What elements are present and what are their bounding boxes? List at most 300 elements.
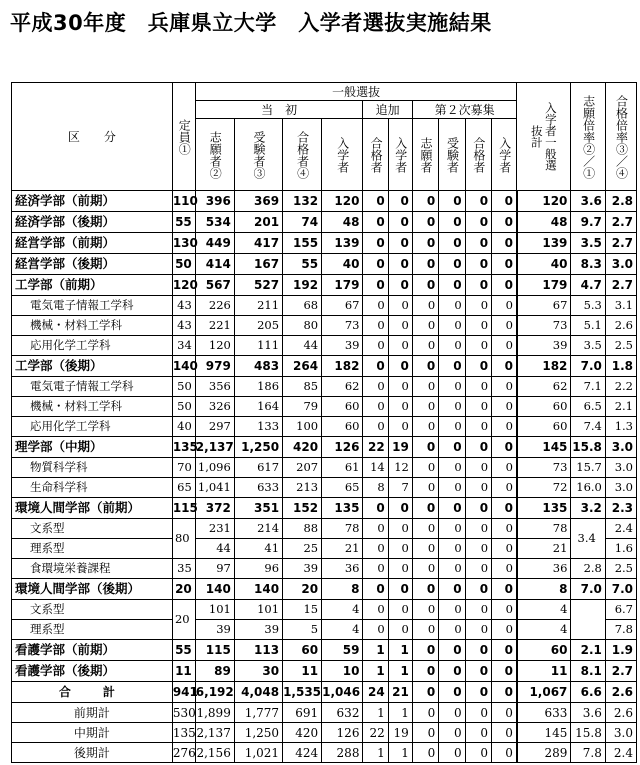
cell-g: 424 bbox=[283, 743, 322, 763]
cell-d2j: 0 bbox=[439, 356, 465, 377]
cell-g: 44 bbox=[283, 336, 322, 356]
cell-d2s: 0 bbox=[412, 212, 438, 233]
table-row bbox=[12, 212, 637, 233]
cell-j: 164 bbox=[234, 397, 282, 417]
cell-g: 55 bbox=[283, 254, 322, 275]
cell-tg: 0 bbox=[363, 579, 388, 600]
cell-s: 39 bbox=[195, 620, 234, 640]
cell-d2j: 0 bbox=[439, 296, 465, 316]
cell-d2s: 0 bbox=[412, 356, 438, 377]
cell-total: 139 bbox=[517, 233, 571, 254]
cell-gr: 3.0 bbox=[605, 254, 636, 275]
cell-d2j: 0 bbox=[439, 254, 465, 275]
header-tsuika-nyugaku: 入学者 bbox=[388, 119, 412, 191]
cell-d2n: 0 bbox=[492, 254, 517, 275]
cell-d2n: 0 bbox=[492, 212, 517, 233]
cell-d2j: 0 bbox=[439, 458, 465, 478]
cell-gr: 2.7 bbox=[605, 661, 636, 682]
cell-sr: 15.8 bbox=[571, 437, 605, 458]
cell-s: 449 bbox=[195, 233, 234, 254]
cell-n: 67 bbox=[322, 296, 363, 316]
cell-d2g: 0 bbox=[465, 682, 491, 703]
cell-tn: 0 bbox=[388, 316, 412, 336]
cell-j: 369 bbox=[234, 191, 282, 212]
cell-d2n: 0 bbox=[492, 600, 517, 620]
row-label: 理系型 bbox=[12, 539, 173, 559]
cell-d2g: 0 bbox=[465, 458, 491, 478]
cell-d2g: 0 bbox=[465, 191, 491, 212]
cell-teiin: 70 bbox=[172, 458, 195, 478]
cell-d2j: 0 bbox=[439, 539, 465, 559]
row-label: 食環境栄養課程 bbox=[12, 559, 173, 579]
table-row bbox=[12, 743, 637, 763]
cell-d2j: 0 bbox=[439, 620, 465, 640]
cell-s: 97 bbox=[195, 559, 234, 579]
cell-d2n: 0 bbox=[492, 682, 517, 703]
cell-sr: 15.8 bbox=[571, 723, 605, 743]
table-row bbox=[12, 620, 637, 640]
cell-teiin: 43 bbox=[172, 296, 195, 316]
cell-total: 4 bbox=[517, 600, 571, 620]
cell-d2s: 0 bbox=[412, 437, 438, 458]
cell-gr: 2.6 bbox=[605, 682, 636, 703]
cell-gr: 2.6 bbox=[605, 316, 636, 336]
cell-d2s: 0 bbox=[412, 539, 438, 559]
cell-g: 5 bbox=[283, 620, 322, 640]
cell-g: 79 bbox=[283, 397, 322, 417]
cell-d2g: 0 bbox=[465, 316, 491, 336]
cell-d2j: 0 bbox=[439, 212, 465, 233]
cell-n: 288 bbox=[322, 743, 363, 763]
cell-tn: 19 bbox=[388, 723, 412, 743]
results-table bbox=[11, 82, 637, 763]
cell-d2n: 0 bbox=[492, 296, 517, 316]
cell-gr: 3.0 bbox=[605, 458, 636, 478]
table-row bbox=[12, 539, 637, 559]
cell-sr: 4.7 bbox=[571, 275, 605, 296]
cell-teiin: 80 bbox=[172, 519, 195, 559]
cell-d2g: 0 bbox=[465, 233, 491, 254]
cell-gr: 3.1 bbox=[605, 296, 636, 316]
cell-g: 100 bbox=[283, 417, 322, 437]
cell-s: 44 bbox=[195, 539, 234, 559]
cell-tn: 0 bbox=[388, 212, 412, 233]
cell-s: 115 bbox=[195, 640, 234, 661]
cell-tn: 1 bbox=[388, 703, 412, 723]
cell-sr: 3.2 bbox=[571, 498, 605, 519]
cell-tg: 0 bbox=[363, 233, 388, 254]
cell-n: 39 bbox=[322, 336, 363, 356]
cell-d2s: 0 bbox=[412, 519, 438, 539]
cell-j: 167 bbox=[234, 254, 282, 275]
cell-gr: 3.0 bbox=[605, 437, 636, 458]
cell-total: 145 bbox=[517, 437, 571, 458]
table-row bbox=[12, 519, 637, 539]
header-tsuika: 追加 bbox=[363, 101, 412, 119]
cell-d2n: 0 bbox=[492, 191, 517, 212]
cell-gr: 3.0 bbox=[605, 478, 636, 498]
cell-g: 11 bbox=[283, 661, 322, 682]
cell-j: 205 bbox=[234, 316, 282, 336]
cell-tn: 19 bbox=[388, 437, 412, 458]
cell-total: 48 bbox=[517, 212, 571, 233]
cell-d2j: 0 bbox=[439, 600, 465, 620]
cell-gr: 2.5 bbox=[605, 559, 636, 579]
cell-n: 21 bbox=[322, 539, 363, 559]
cell-d2n: 0 bbox=[492, 478, 517, 498]
cell-d2g: 0 bbox=[465, 336, 491, 356]
cell-gr: 2.6 bbox=[605, 703, 636, 723]
table-header bbox=[12, 83, 637, 191]
cell-teiin: 115 bbox=[172, 498, 195, 519]
cell-d2n: 0 bbox=[492, 579, 517, 600]
row-label: 経営学部（前期） bbox=[12, 233, 173, 254]
row-label: 看護学部（後期） bbox=[12, 661, 173, 682]
cell-teiin: 65 bbox=[172, 478, 195, 498]
row-label: 物質科学科 bbox=[12, 458, 173, 478]
header-nyugaku-total: 入学者一般選抜計 bbox=[517, 83, 571, 191]
cell-d2j: 0 bbox=[439, 316, 465, 336]
cell-d2g: 0 bbox=[465, 356, 491, 377]
cell-j: 417 bbox=[234, 233, 282, 254]
cell-d2n: 0 bbox=[492, 275, 517, 296]
cell-sr: 9.7 bbox=[571, 212, 605, 233]
cell-tn: 0 bbox=[388, 498, 412, 519]
cell-sr: 6.5 bbox=[571, 397, 605, 417]
cell-n: 78 bbox=[322, 519, 363, 539]
cell-d2j: 0 bbox=[439, 437, 465, 458]
header-goukaku-bairitsu: 合格倍率③／④ bbox=[605, 83, 636, 191]
row-label: 経済学部（前期） bbox=[12, 191, 173, 212]
cell-d2j: 0 bbox=[439, 579, 465, 600]
cell-d2s: 0 bbox=[412, 296, 438, 316]
cell-sr: 16.0 bbox=[571, 478, 605, 498]
cell-teiin: 50 bbox=[172, 377, 195, 397]
cell-j: 201 bbox=[234, 212, 282, 233]
cell-d2n: 0 bbox=[492, 743, 517, 763]
table-row bbox=[12, 498, 637, 519]
cell-tg: 0 bbox=[363, 254, 388, 275]
cell-s: 101 bbox=[195, 600, 234, 620]
cell-j: 1,021 bbox=[234, 743, 282, 763]
cell-n: 135 bbox=[322, 498, 363, 519]
row-label: 後期計 bbox=[12, 743, 173, 763]
cell-sr: 2.8 bbox=[571, 559, 605, 579]
cell-tn: 0 bbox=[388, 275, 412, 296]
cell-tg: 0 bbox=[363, 519, 388, 539]
cell-tg: 1 bbox=[363, 703, 388, 723]
row-label: 合 計 bbox=[12, 682, 173, 703]
cell-j: 527 bbox=[234, 275, 282, 296]
cell-total: 67 bbox=[517, 296, 571, 316]
cell-d2s: 0 bbox=[412, 377, 438, 397]
cell-d2g: 0 bbox=[465, 212, 491, 233]
cell-d2s: 0 bbox=[412, 703, 438, 723]
cell-d2g: 0 bbox=[465, 377, 491, 397]
cell-total: 40 bbox=[517, 254, 571, 275]
cell-teiin: 530 bbox=[172, 703, 195, 723]
cell-tn: 0 bbox=[388, 336, 412, 356]
cell-teiin: 110 bbox=[172, 191, 195, 212]
cell-d2j: 0 bbox=[439, 377, 465, 397]
cell-gr: 2.3 bbox=[605, 498, 636, 519]
cell-j: 4,048 bbox=[234, 682, 282, 703]
header-d2-shigan: 志願者 bbox=[412, 119, 438, 191]
cell-j: 1,250 bbox=[234, 723, 282, 743]
cell-g: 85 bbox=[283, 377, 322, 397]
cell-s: 979 bbox=[195, 356, 234, 377]
header-nyugaku: 入学者 bbox=[322, 119, 363, 191]
row-label: 電気電子情報工学科 bbox=[12, 296, 173, 316]
cell-teiin: 135 bbox=[172, 437, 195, 458]
row-label: 文系型 bbox=[12, 600, 173, 620]
cell-n: 1,046 bbox=[322, 682, 363, 703]
header-ippan: 一般選抜 bbox=[195, 83, 517, 101]
cell-total: 8 bbox=[517, 579, 571, 600]
cell-j: 351 bbox=[234, 498, 282, 519]
cell-n: 65 bbox=[322, 478, 363, 498]
cell-d2j: 0 bbox=[439, 559, 465, 579]
cell-total: 60 bbox=[517, 640, 571, 661]
cell-tn: 0 bbox=[388, 233, 412, 254]
table-row bbox=[12, 377, 637, 397]
header-dai2ji: 第２次募集 bbox=[412, 101, 517, 119]
cell-n: 36 bbox=[322, 559, 363, 579]
cell-d2j: 0 bbox=[439, 682, 465, 703]
table-row bbox=[12, 233, 637, 254]
cell-j: 1,777 bbox=[234, 703, 282, 723]
table-row bbox=[12, 682, 637, 703]
row-label: 経営学部（後期） bbox=[12, 254, 173, 275]
cell-g: 420 bbox=[283, 437, 322, 458]
row-label: 生命科学科 bbox=[12, 478, 173, 498]
row-label: 経済学部（後期） bbox=[12, 212, 173, 233]
cell-d2n: 0 bbox=[492, 397, 517, 417]
header-shigan: 志願者② bbox=[195, 119, 234, 191]
cell-d2n: 0 bbox=[492, 417, 517, 437]
cell-s: 326 bbox=[195, 397, 234, 417]
cell-n: 182 bbox=[322, 356, 363, 377]
cell-s: 567 bbox=[195, 275, 234, 296]
cell-j: 633 bbox=[234, 478, 282, 498]
cell-tg: 24 bbox=[363, 682, 388, 703]
row-label: 理系型 bbox=[12, 620, 173, 640]
table-row bbox=[12, 316, 637, 336]
cell-tn: 1 bbox=[388, 743, 412, 763]
cell-s: 2,137 bbox=[195, 723, 234, 743]
row-label: 応用化学工学科 bbox=[12, 417, 173, 437]
cell-d2s: 0 bbox=[412, 620, 438, 640]
cell-tn: 7 bbox=[388, 478, 412, 498]
cell-n: 62 bbox=[322, 377, 363, 397]
cell-j: 101 bbox=[234, 600, 282, 620]
table-row bbox=[12, 191, 637, 212]
row-label: 理学部（中期） bbox=[12, 437, 173, 458]
row-label: 環境人間学部（後期） bbox=[12, 579, 173, 600]
cell-gr: 7.0 bbox=[605, 579, 636, 600]
cell-sr: 3.6 bbox=[571, 191, 605, 212]
cell-total: 72 bbox=[517, 478, 571, 498]
cell-gr: 2.5 bbox=[605, 336, 636, 356]
cell-total: 4 bbox=[517, 620, 571, 640]
row-label: 工学部（後期） bbox=[12, 356, 173, 377]
cell-tg: 22 bbox=[363, 723, 388, 743]
cell-gr: 2.8 bbox=[605, 191, 636, 212]
row-label: 前期計 bbox=[12, 703, 173, 723]
cell-total: 120 bbox=[517, 191, 571, 212]
cell-gr: 2.7 bbox=[605, 233, 636, 254]
cell-s: 231 bbox=[195, 519, 234, 539]
cell-sr: 7.0 bbox=[571, 356, 605, 377]
cell-tn: 0 bbox=[388, 397, 412, 417]
cell-tg: 0 bbox=[363, 336, 388, 356]
cell-sr: 7.4 bbox=[571, 417, 605, 437]
cell-s: 221 bbox=[195, 316, 234, 336]
cell-n: 120 bbox=[322, 191, 363, 212]
cell-s: 6,192 bbox=[195, 682, 234, 703]
cell-g: 420 bbox=[283, 723, 322, 743]
cell-d2g: 0 bbox=[465, 397, 491, 417]
cell-d2s: 0 bbox=[412, 723, 438, 743]
cell-total: 21 bbox=[517, 539, 571, 559]
cell-tg: 0 bbox=[363, 498, 388, 519]
header-juken: 受験者③ bbox=[234, 119, 282, 191]
cell-tg: 1 bbox=[363, 640, 388, 661]
cell-d2g: 0 bbox=[465, 600, 491, 620]
cell-sr: 3.5 bbox=[571, 336, 605, 356]
cell-teiin: 120 bbox=[172, 275, 195, 296]
cell-teiin: 11 bbox=[172, 661, 195, 682]
cell-d2j: 0 bbox=[439, 743, 465, 763]
cell-d2j: 0 bbox=[439, 661, 465, 682]
cell-d2n: 0 bbox=[492, 703, 517, 723]
cell-tg: 0 bbox=[363, 620, 388, 640]
cell-j: 41 bbox=[234, 539, 282, 559]
cell-d2n: 0 bbox=[492, 498, 517, 519]
header-shigan-bairitsu: 志願倍率②／① bbox=[571, 83, 605, 191]
cell-g: 264 bbox=[283, 356, 322, 377]
cell-tn: 1 bbox=[388, 661, 412, 682]
cell-total: 62 bbox=[517, 377, 571, 397]
cell-g: 68 bbox=[283, 296, 322, 316]
table-row bbox=[12, 661, 637, 682]
cell-n: 126 bbox=[322, 437, 363, 458]
cell-teiin: 34 bbox=[172, 336, 195, 356]
cell-d2s: 0 bbox=[412, 743, 438, 763]
cell-g: 15 bbox=[283, 600, 322, 620]
cell-tg: 22 bbox=[363, 437, 388, 458]
cell-d2s: 0 bbox=[412, 417, 438, 437]
cell-d2n: 0 bbox=[492, 661, 517, 682]
cell-d2s: 0 bbox=[412, 254, 438, 275]
cell-gr: 2.7 bbox=[605, 275, 636, 296]
cell-g: 207 bbox=[283, 458, 322, 478]
cell-tg: 1 bbox=[363, 661, 388, 682]
cell-total: 60 bbox=[517, 417, 571, 437]
cell-tg: 8 bbox=[363, 478, 388, 498]
cell-d2j: 0 bbox=[439, 498, 465, 519]
cell-d2n: 0 bbox=[492, 377, 517, 397]
row-label: 応用化学工学科 bbox=[12, 336, 173, 356]
row-label: 文系型 bbox=[12, 519, 173, 539]
cell-n: 126 bbox=[322, 723, 363, 743]
cell-sr bbox=[571, 600, 605, 640]
cell-d2s: 0 bbox=[412, 316, 438, 336]
cell-n: 59 bbox=[322, 640, 363, 661]
cell-d2g: 0 bbox=[465, 579, 491, 600]
cell-d2g: 0 bbox=[465, 417, 491, 437]
cell-d2j: 0 bbox=[439, 478, 465, 498]
cell-teiin: 55 bbox=[172, 212, 195, 233]
table-row bbox=[12, 579, 637, 600]
cell-g: 192 bbox=[283, 275, 322, 296]
cell-n: 40 bbox=[322, 254, 363, 275]
cell-tg: 0 bbox=[363, 559, 388, 579]
cell-j: 133 bbox=[234, 417, 282, 437]
cell-gr: 2.2 bbox=[605, 377, 636, 397]
cell-d2g: 0 bbox=[465, 539, 491, 559]
row-label: 環境人間学部（前期） bbox=[12, 498, 173, 519]
cell-tn: 0 bbox=[388, 620, 412, 640]
cell-j: 113 bbox=[234, 640, 282, 661]
cell-n: 632 bbox=[322, 703, 363, 723]
cell-d2g: 0 bbox=[465, 275, 491, 296]
cell-teiin: 130 bbox=[172, 233, 195, 254]
cell-tg: 1 bbox=[363, 743, 388, 763]
cell-tn: 0 bbox=[388, 519, 412, 539]
cell-n: 61 bbox=[322, 458, 363, 478]
cell-d2s: 0 bbox=[412, 336, 438, 356]
cell-g: 152 bbox=[283, 498, 322, 519]
cell-sr: 7.1 bbox=[571, 377, 605, 397]
cell-d2n: 0 bbox=[492, 316, 517, 336]
cell-d2g: 0 bbox=[465, 519, 491, 539]
cell-d2g: 0 bbox=[465, 703, 491, 723]
cell-j: 1,250 bbox=[234, 437, 282, 458]
cell-d2n: 0 bbox=[492, 458, 517, 478]
cell-j: 186 bbox=[234, 377, 282, 397]
cell-total: 182 bbox=[517, 356, 571, 377]
cell-d2g: 0 bbox=[465, 723, 491, 743]
cell-gr: 2.7 bbox=[605, 212, 636, 233]
table-body bbox=[12, 191, 637, 763]
cell-total: 11 bbox=[517, 661, 571, 682]
cell-j: 111 bbox=[234, 336, 282, 356]
cell-gr: 2.4 bbox=[605, 519, 636, 539]
cell-g: 25 bbox=[283, 539, 322, 559]
cell-d2g: 0 bbox=[465, 254, 491, 275]
cell-d2n: 0 bbox=[492, 233, 517, 254]
cell-gr: 1.3 bbox=[605, 417, 636, 437]
cell-total: 60 bbox=[517, 397, 571, 417]
cell-s: 120 bbox=[195, 336, 234, 356]
cell-s: 1,096 bbox=[195, 458, 234, 478]
cell-s: 356 bbox=[195, 377, 234, 397]
cell-d2s: 0 bbox=[412, 458, 438, 478]
cell-n: 8 bbox=[322, 579, 363, 600]
cell-sr: 5.1 bbox=[571, 316, 605, 336]
cell-tg: 0 bbox=[363, 296, 388, 316]
cell-d2g: 0 bbox=[465, 296, 491, 316]
header-tousho: 当 初 bbox=[195, 101, 363, 119]
cell-g: 88 bbox=[283, 519, 322, 539]
cell-d2g: 0 bbox=[465, 620, 491, 640]
cell-g: 1,535 bbox=[283, 682, 322, 703]
cell-tn: 0 bbox=[388, 600, 412, 620]
row-label: 中期計 bbox=[12, 723, 173, 743]
cell-d2n: 0 bbox=[492, 539, 517, 559]
header-goukaku: 合格者④ bbox=[283, 119, 322, 191]
